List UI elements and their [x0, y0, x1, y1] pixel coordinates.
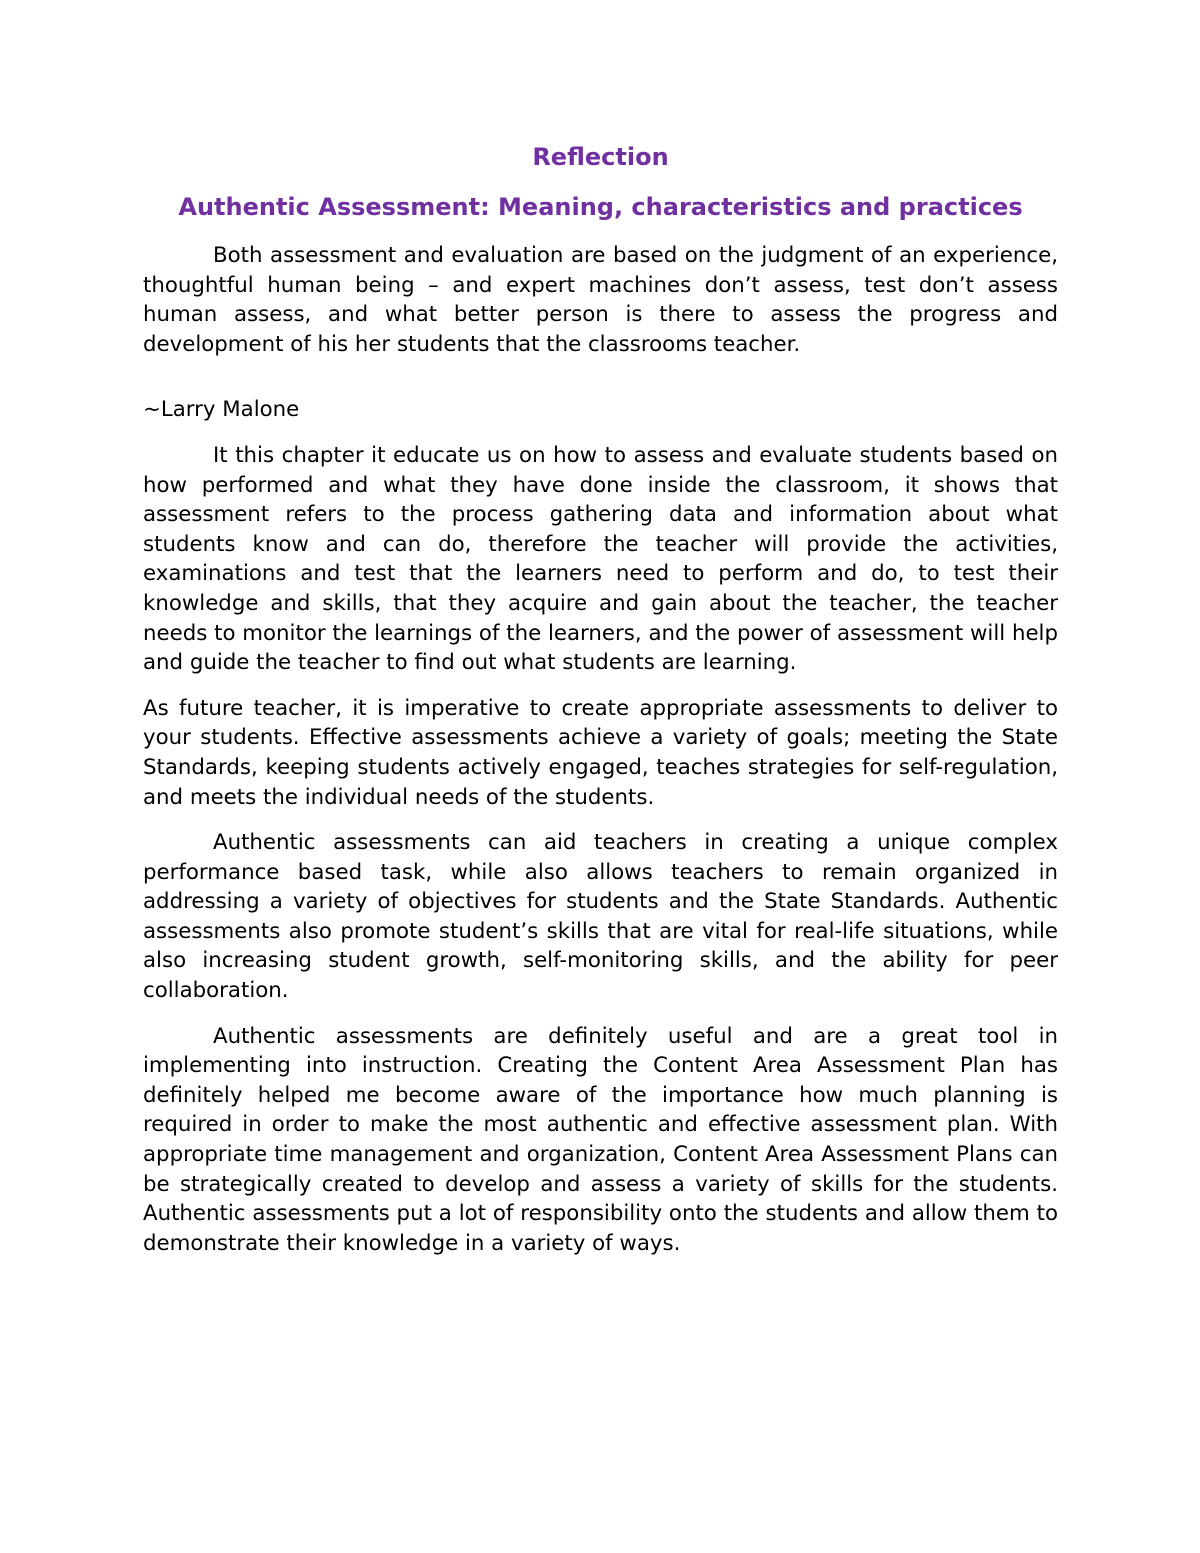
paragraph-chapter-summary: It this chapter it educate us on how to assess and evaluate students based on how performed and what they have done inside the classroom, it shows that assessment refers to the process gathering data and information about what students know and can do, therefore the teacher will provide the activities, examinations and test that the learners need to perform and do, to test their knowledge and skills, that they acquire and gain about the teacher, the teacher needs to monitor the learnings of the learners, and the power of assessment will help and guide the teacher to find out what students are learning. — [143, 442, 1058, 676]
paragraph-future-teacher: As future teacher, it is imperative to create appropriate assessments to deliver to your students. Effective assessments achieve a variety of goals; meeting the State Standards, keeping students actively engaged, teaches strategies for self-regulation, and meets the individual needs of the students. — [143, 695, 1058, 810]
paragraph-quote: Both assessment and evaluation are based on the judgment of an experience, thoughtful human being – and expert machines don’t assess, test don’t assess human assess, and what better person is there to assess the progress and development of his her students that the classrooms teacher. — [143, 243, 1058, 357]
quote-author: ~Larry Malone — [143, 397, 300, 423]
document-subtitle: Authentic Assessment: Meaning, characteristics and practices — [178, 193, 1023, 221]
paragraph-assessment-plan: Authentic assessments are definitely useful and are a great tool in implementing into instruction. Creating the Content Area Assessment Plan has definitely helped me become aware of the importance how much planning is required in order to make the most authentic and effective assessment plan. With appropriate time management and organization, Content Area Assessment Plans can be strategically created to develop and assess a variety of skills for the students. Authentic assessments put a lot of responsibility onto the students and allow them to demonstrate their knowledge in a variety of ways. — [143, 1023, 1058, 1256]
document-page — [143, 140, 1058, 1258]
document-title: Reflection — [532, 143, 669, 171]
paragraph-authentic-assessments: Authentic assessments can aid teachers in creating a unique complex performance based task, while also allows teachers to remain organized in addressing a variety of objectives for students and the State Standards. Authentic assessments also promote student’s skills that are vital for real-life situations, while also increasing student growth, self-monitoring skills, and the ability for peer collaboration. — [143, 830, 1058, 1004]
